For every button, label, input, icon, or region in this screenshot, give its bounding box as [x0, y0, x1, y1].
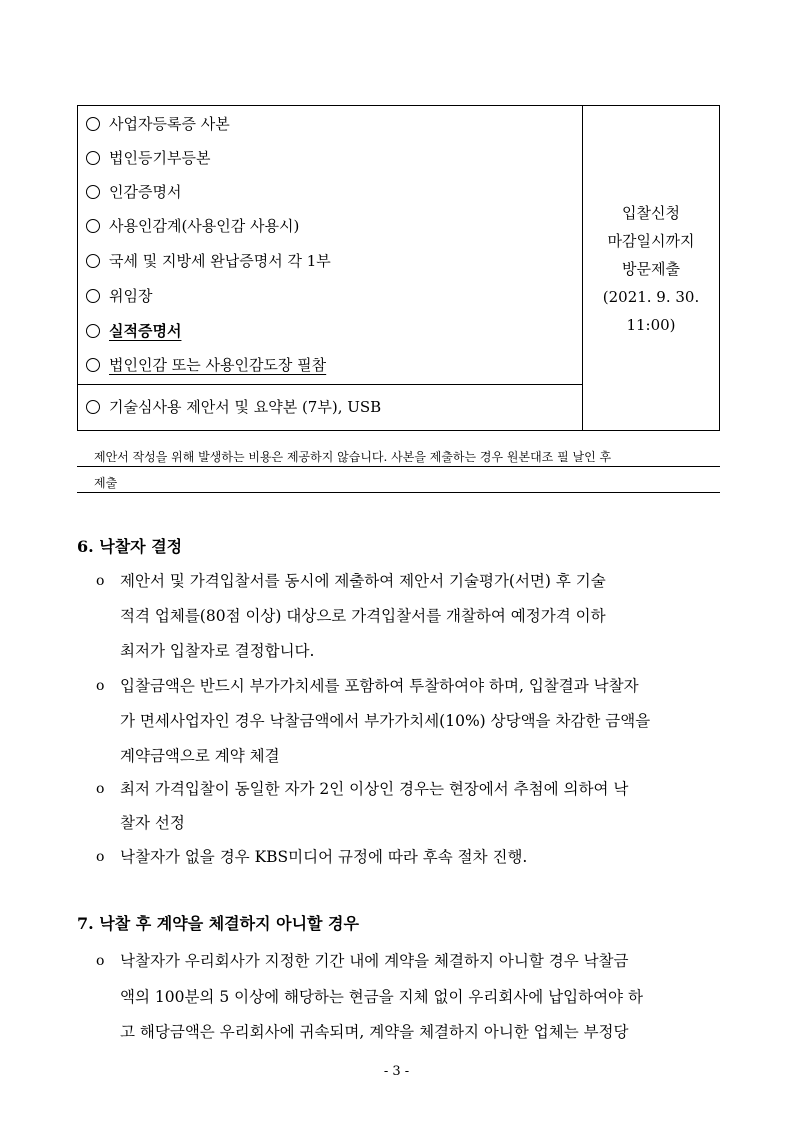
table-divider — [78, 384, 583, 385]
circle-icon — [86, 324, 100, 338]
paragraph-line: 가 면세사업자인 경우 낙찰금액에서 부가가치세(10%) 상당액을 차감한 금액을 — [120, 712, 651, 730]
paragraph-line: 최저 가격입찰이 동일한 자가 2인 이상인 경우는 현장에서 추첨에 의하여 낙 — [120, 780, 629, 798]
deadline-line: 11:00) — [626, 316, 676, 334]
deadline-line: 마감일시까지 — [607, 232, 695, 250]
bullet-icon: o — [96, 678, 105, 694]
bullet-icon: o — [96, 953, 105, 969]
circle-icon — [86, 185, 100, 199]
document-item: 사업자등록증 사본 — [86, 114, 230, 134]
paragraph-line: 적격 업체를(80점 이상) 대상으로 가격입찰서를 개찰하여 예정가격 이하 — [120, 607, 606, 625]
deadline-line: (2021. 9. 30. — [602, 288, 700, 306]
document-item: 법인인감 또는 사용인감도장 필참 — [86, 355, 326, 375]
paragraph-line: 액의 100분의 5 이상에 해당하는 현금을 지체 없이 우리회사에 납입하여야 하 — [120, 988, 643, 1006]
paragraph-line: 최저가 입찰자로 결정합니다. — [120, 642, 315, 660]
circle-icon — [86, 289, 100, 303]
circle-icon — [86, 358, 100, 372]
document-item: 위임장 — [86, 286, 152, 306]
documents-list-cell — [78, 106, 583, 430]
document-item: 법인등기부등본 — [86, 148, 210, 168]
circle-icon — [86, 117, 100, 131]
paragraph-line: 고 해당금액은 우리회사에 귀속되며, 계약을 체결하지 아니한 업체는 부정당 — [120, 1023, 629, 1041]
deadline-line: 입찰신청 — [622, 204, 680, 222]
paragraph-line: 낙찰자가 우리회사가 지정한 기간 내에 계약을 체결하지 아니할 경우 낙찰금 — [120, 952, 629, 970]
paragraph-line: 낙찰자가 없을 경우 KBS미디어 규정에 따라 후속 절차 진행. — [120, 848, 528, 866]
submission-deadline-cell — [583, 106, 719, 430]
document-item: 실적증명서 — [86, 321, 181, 341]
document-item-last: 기술심사용 제안서 및 요약본 (7부), USB — [86, 397, 381, 417]
document-item: 국세 및 지방세 완납증명서 각 1부 — [86, 251, 331, 271]
note-underline — [77, 466, 720, 467]
circle-icon — [86, 151, 100, 165]
circle-icon — [86, 219, 100, 233]
paragraph-line: 계약금액으로 계약 체결 — [120, 747, 280, 765]
bullet-icon: o — [96, 781, 105, 797]
bullet-icon: o — [96, 849, 105, 865]
circle-icon — [86, 254, 100, 268]
document-item: 인감증명서 — [86, 182, 181, 202]
bullet-icon: o — [96, 573, 105, 589]
page-number: - 3 - — [383, 1064, 410, 1079]
document-item: 사용인감계(사용인감 사용시) — [86, 216, 299, 236]
submission-documents-table — [77, 105, 720, 431]
cost-note-line1: 제안서 작성을 위해 발생하는 비용은 제공하지 않습니다. 사본을 제출하는 경우 원본대조 필 날인 후 — [94, 450, 612, 464]
section-6-heading: 6. 낙찰자 결정 — [77, 537, 183, 556]
paragraph-line: 제안서 및 가격입찰서를 동시에 제출하여 제안서 기술평가(서면) 후 기술 — [120, 572, 606, 590]
paragraph-line: 찰자 선정 — [120, 814, 185, 832]
paragraph-line: 입찰금액은 반드시 부가가치세를 포함하여 투찰하여야 하며, 입찰결과 낙찰자 — [120, 677, 639, 695]
note-underline — [77, 492, 720, 493]
cost-note-line2: 제출 — [94, 476, 118, 490]
deadline-line: 방문제출 — [622, 260, 680, 278]
section-7-heading: 7. 낙찰 후 계약을 체결하지 아니할 경우 — [77, 914, 359, 933]
circle-icon — [86, 400, 100, 414]
